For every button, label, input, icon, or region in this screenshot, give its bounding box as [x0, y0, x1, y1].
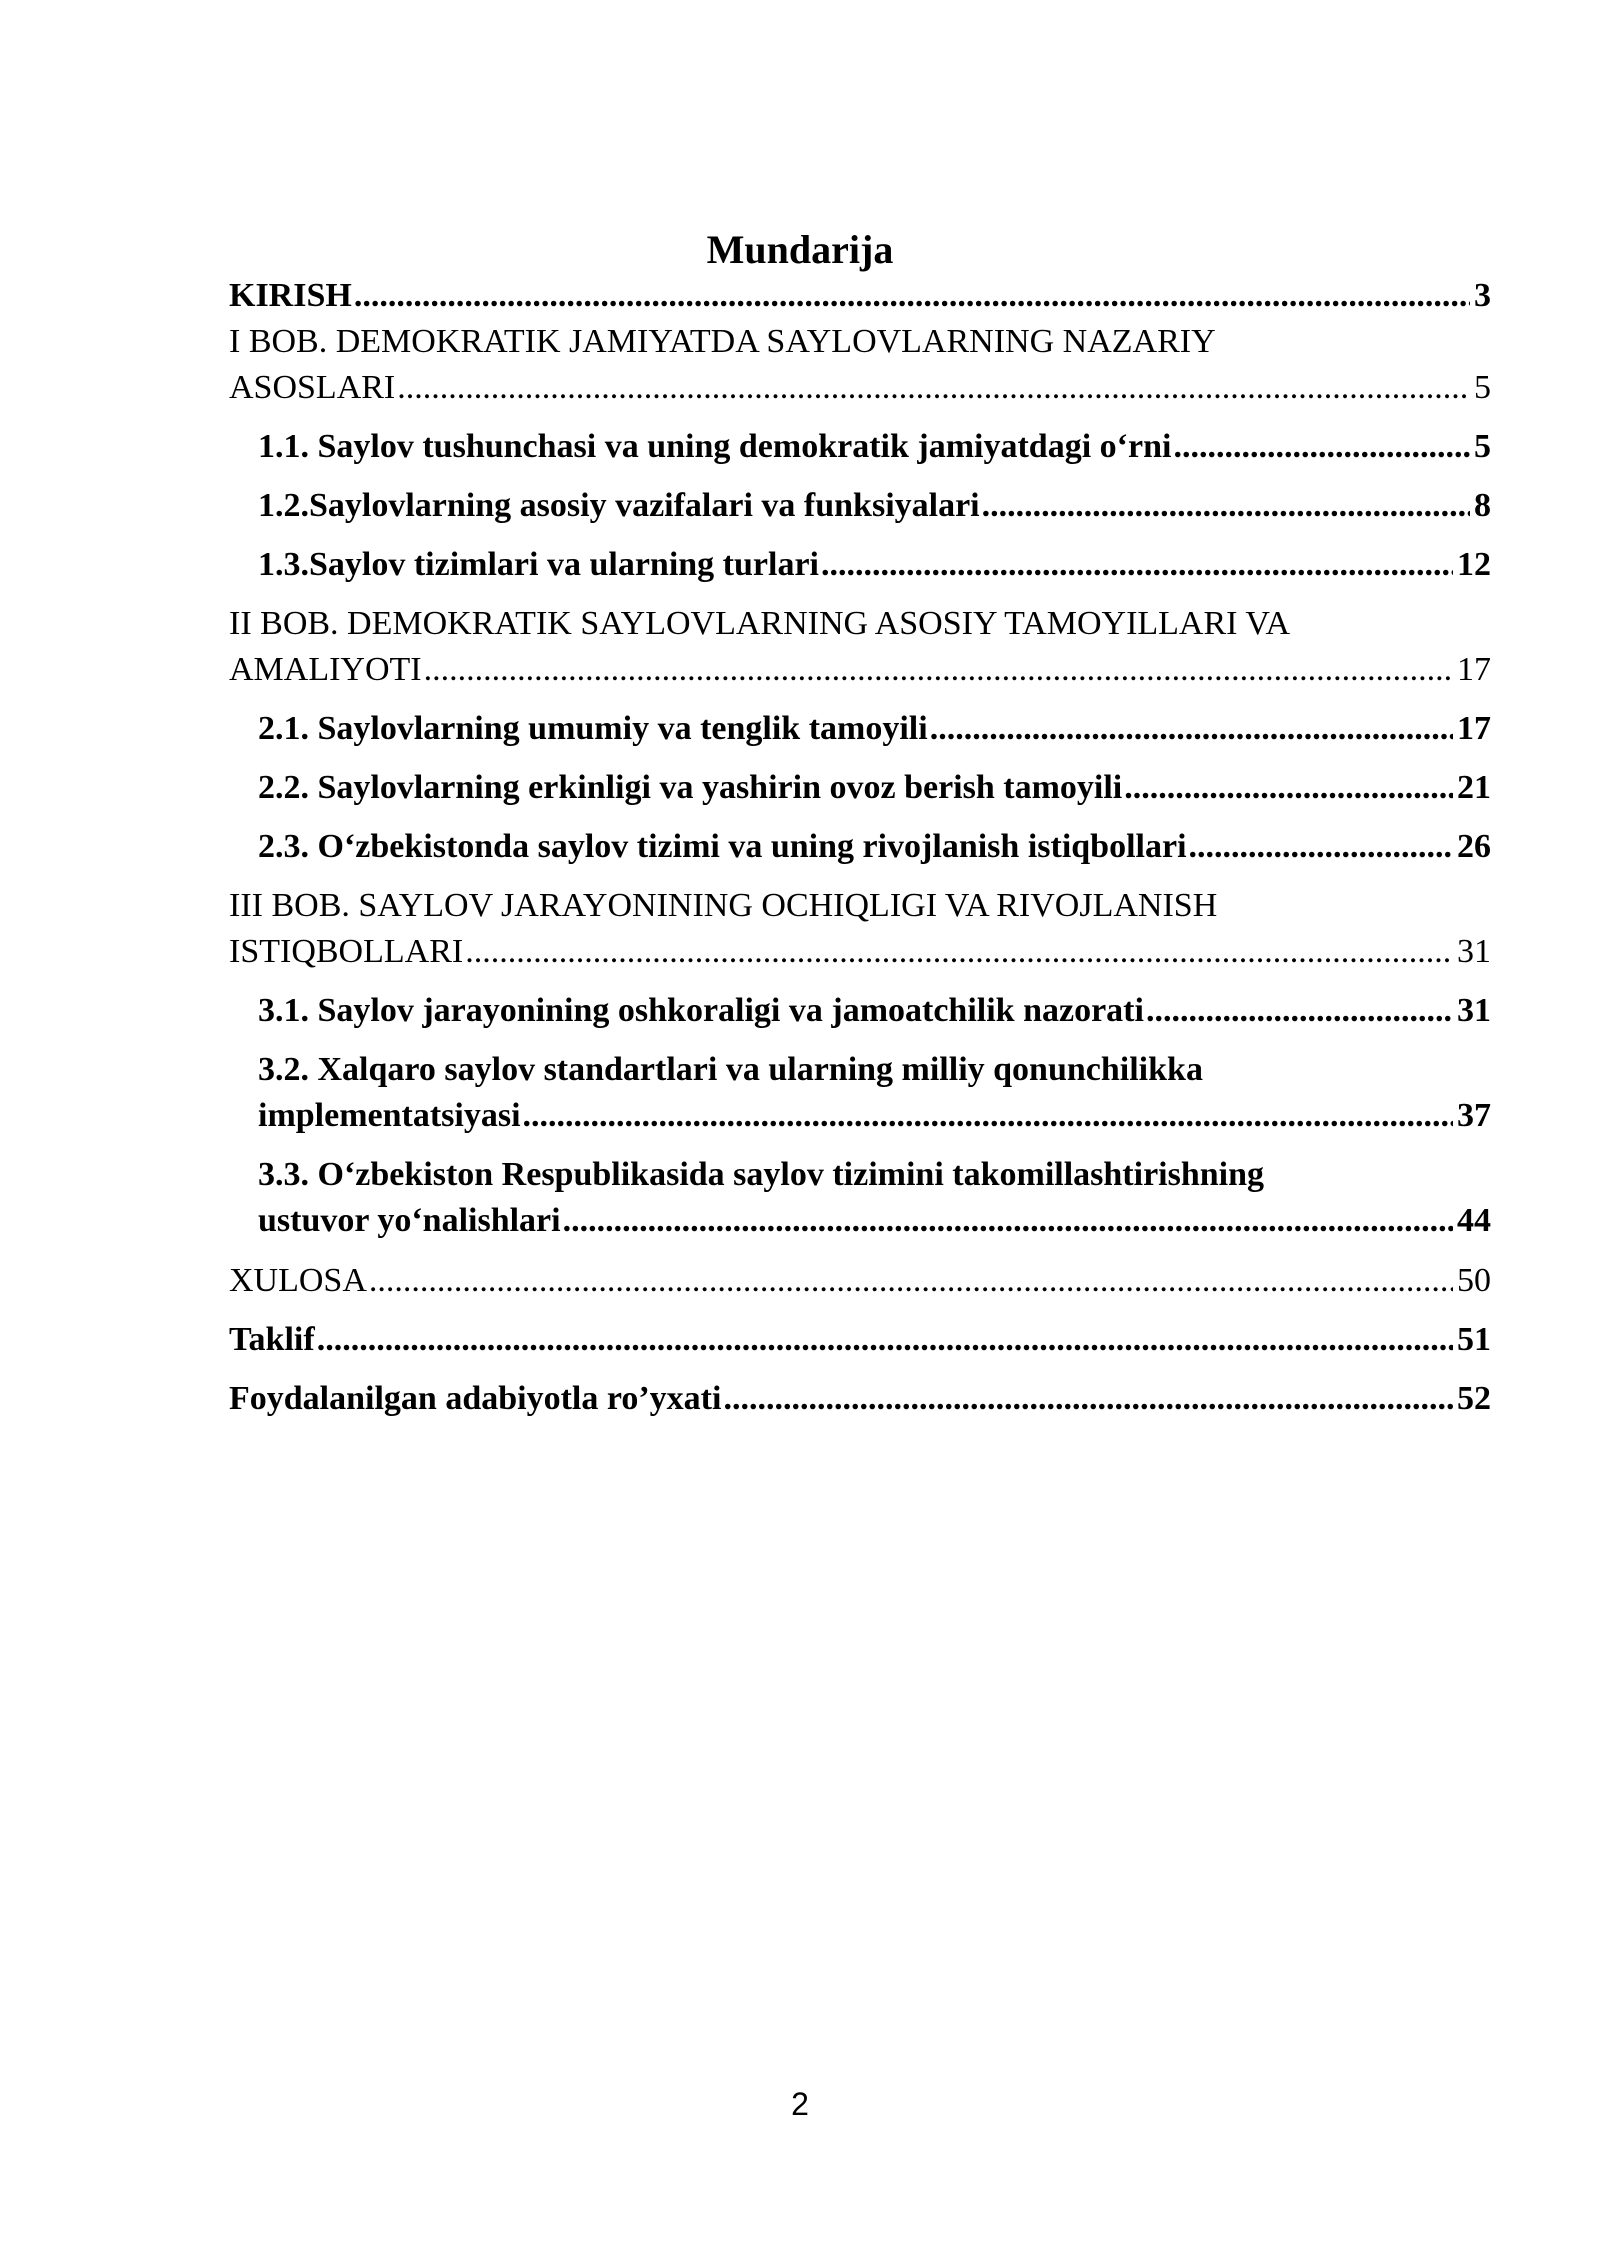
toc-entry-section-1-2[interactable]	[229, 483, 1491, 529]
toc-entry-section-3-1[interactable]	[229, 988, 1491, 1034]
toc-page-number: 21	[1457, 769, 1491, 806]
toc-entry-section-2-3[interactable]	[229, 824, 1491, 870]
dot-leader	[1146, 988, 1453, 1034]
toc-entry-line	[229, 1258, 1491, 1304]
dot-leader	[930, 706, 1453, 752]
toc-entry-section-1-1[interactable]	[229, 424, 1491, 470]
toc-page-number: 3	[1474, 277, 1491, 314]
toc-entry-references[interactable]	[229, 1376, 1491, 1422]
toc-entry-title: Taklif	[229, 1321, 315, 1358]
dot-leader	[1173, 424, 1470, 470]
toc-entry-section-1-3[interactable]	[229, 542, 1491, 588]
toc-entry-title: 3.1. Saylov jarayonining oshkoraligi va jamoatchilik nazorati	[258, 992, 1144, 1029]
toc-entry-line	[229, 929, 1491, 975]
toc-entry-title-continued: ISTIQBOLLARI	[229, 933, 464, 970]
table-of-contents	[229, 273, 1491, 1422]
toc-entry-line	[258, 988, 1491, 1034]
dot-leader	[465, 929, 1453, 975]
dot-leader	[424, 647, 1453, 693]
toc-entry-title-continued: ustuvor yo‘nalishlari	[258, 1202, 561, 1239]
toc-page-number: 37	[1457, 1097, 1491, 1134]
toc-entry-xulosa[interactable]	[229, 1258, 1491, 1304]
toc-page-number: 31	[1457, 933, 1491, 970]
toc-section-number: 1.1.	[258, 428, 309, 465]
dot-leader	[821, 542, 1453, 588]
toc-entry-title: 3.3. O‘zbekiston Respublikasida saylov tizimini takomillashtirishning	[258, 1156, 1265, 1193]
page-number: 2	[791, 2086, 809, 2122]
dot-leader	[317, 1317, 1453, 1363]
dot-leader	[397, 365, 1470, 411]
toc-entry-kirish[interactable]	[229, 273, 1491, 319]
toc-entry-title-continued: ASOSLARI	[229, 369, 396, 406]
toc-page-number: 8	[1474, 487, 1491, 524]
toc-entry-line	[229, 273, 1491, 319]
toc-entry-line	[258, 1093, 1491, 1139]
toc-entry-line	[229, 647, 1491, 693]
toc-entry-section-2-1[interactable]	[229, 706, 1491, 752]
toc-entry-title: III BOB. SAYLOV JARAYONINING OCHIQLIGI VA RIVOJLANISH	[229, 887, 1218, 924]
dot-leader	[982, 483, 1470, 529]
dot-leader	[354, 273, 1470, 319]
toc-entry-section-3-2[interactable]	[229, 1047, 1491, 1139]
toc-entry-line	[258, 706, 1491, 752]
toc-entry-line	[229, 1317, 1491, 1363]
toc-entry-title: II BOB. DEMOKRATIK SAYLOVLARNING ASOSIY TAMOYILLARI VA	[229, 605, 1291, 642]
toc-page-number: 31	[1457, 992, 1491, 1029]
toc-entry-title: 2.2. Saylovlarning erkinligi va yashirin ovoz berish tamoyili	[258, 769, 1123, 806]
toc-entry-chapter-1[interactable]	[229, 319, 1491, 411]
toc-entry-line	[258, 824, 1491, 870]
toc-entry-title: 1.3.Saylov tizimlari va ularning turlari	[258, 546, 819, 583]
toc-entry-line	[258, 1198, 1491, 1244]
toc-entry-title: XULOSA	[229, 1262, 367, 1299]
page-title: Mundarija	[706, 227, 894, 272]
toc-entry-taklif[interactable]	[229, 1317, 1491, 1363]
toc-page-number: 50	[1457, 1262, 1491, 1299]
toc-entry-title: 2.3. O‘zbekistonda saylov tizimi va uning rivojlanish istiqbollari	[258, 828, 1187, 865]
dot-leader	[1189, 824, 1453, 870]
toc-entry-title: 1.2.Saylovlarning asosiy vazifalari va funksiyalari	[258, 487, 980, 524]
toc-entry-title: I BOB. DEMOKRATIK JAMIYATDA SAYLOVLARNING NAZARIY	[229, 323, 1216, 360]
toc-entry-title: Foydalanilgan adabiyotla ro’yxati	[229, 1380, 722, 1417]
toc-entry-title: 2.1. Saylovlarning umumiy va tenglik tamoyili	[258, 710, 928, 747]
toc-page-number: 17	[1457, 651, 1491, 688]
toc-page-number: 5	[1474, 369, 1491, 406]
dot-leader	[523, 1093, 1453, 1139]
toc-entry-section-3-3[interactable]	[229, 1152, 1491, 1244]
toc-page-number: 51	[1457, 1321, 1491, 1358]
toc-entry-section-2-2[interactable]	[229, 765, 1491, 811]
toc-entry-title-continued: AMALIYOTI	[229, 651, 422, 688]
toc-entry-line	[229, 1376, 1491, 1422]
toc-page-number: 5	[1474, 428, 1491, 465]
toc-entry-line	[229, 365, 1491, 411]
toc-entry-chapter-3[interactable]	[229, 883, 1491, 975]
dot-leader	[369, 1258, 1453, 1304]
toc-entry-title: 3.2. Xalqaro saylov standartlari va ularning milliy qonunchilikka	[258, 1051, 1203, 1088]
toc-entry-title: KIRISH	[229, 277, 352, 314]
toc-entry-chapter-2[interactable]	[229, 601, 1491, 693]
dot-leader	[563, 1198, 1453, 1244]
toc-page-number: 26	[1457, 828, 1491, 865]
toc-section-title: Saylov tushunchasi va uning demokratik jamiyatdagi o‘rni	[317, 428, 1172, 465]
toc-page-number: 17	[1457, 710, 1491, 747]
toc-entry-line	[258, 542, 1491, 588]
toc-page-number: 12	[1457, 546, 1491, 583]
toc-entry-title	[258, 424, 1171, 470]
toc-entry-line	[258, 424, 1491, 470]
toc-page-number: 52	[1457, 1380, 1491, 1417]
dot-leader	[1124, 765, 1453, 811]
toc-entry-line	[258, 483, 1491, 529]
dot-leader	[723, 1376, 1453, 1422]
toc-entry-line	[258, 765, 1491, 811]
toc-entry-title-continued: implementatsiyasi	[258, 1097, 521, 1134]
toc-page-number: 44	[1457, 1202, 1491, 1239]
